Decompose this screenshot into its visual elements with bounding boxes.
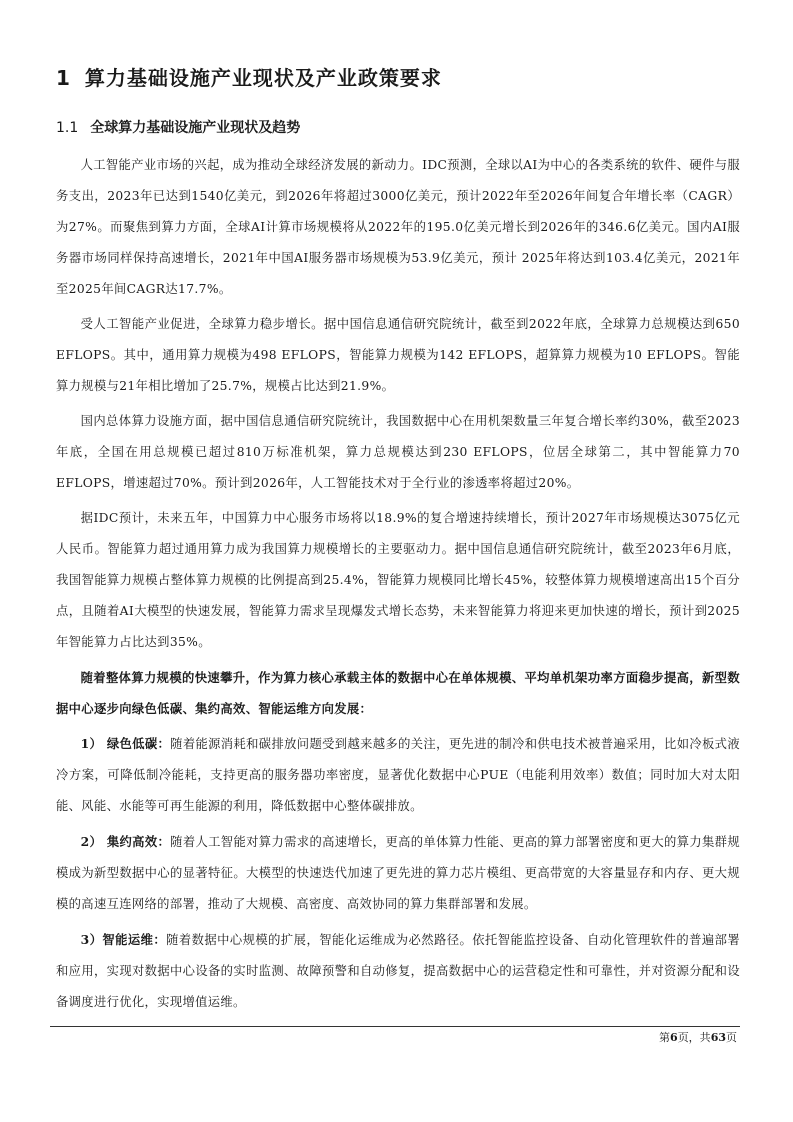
list-item-efficient-label: 2） 集约高效： [80,834,171,849]
list-item-green-label: 1） 绿色低碳： [80,736,171,751]
footer-suffix: 页 [726,1031,737,1044]
list-item-efficient [56,826,740,920]
list-item-efficient-text: 随着人工智能对算力需求的高速增长，更高的单体算力性能、更高的算力部署密度和更大的算力集群规模成为新型数据中心的显著特征。大模型的快速迭代加速了更先进的算力芯片模组、更高带宽的大容量显存和内存、更大规模的高速互连网络的部署，推动了大规模、高密度、高效协同的算力集群部署和发展。 [56,835,740,911]
page-footer [659,1029,737,1045]
footer-middle: 页，共 [677,1031,711,1044]
list-item-smart-ops-text: 随着数据中心规模的扩展，智能化运维成为必然路径。依托智能监控设备、自动化管理软件的普遍部署和应用，实现对数据中心设备的实时监测、故障预警和自动修复，提高数据中心的运营稳定性和可靠性，并对资源分配和设备调度进行优化，实现增值运维。 [56,933,740,1009]
chapter-number: 1 [56,66,71,90]
paragraph-trends-intro: 随着整体算力规模的快速攀升，作为算力核心承载主体的数据中心在单体规模、平均单机架功率方面稳步提高，新型数据中心逐步向绿色低碳、集约高效、智能运维方向发展： [56,670,740,716]
section-number: 1.1 [56,120,79,136]
paragraph-global-compute: 受人工智能产业促进，全球算力稳步增长。据中国信息通信研究院统计，截至到2022年底，全球算力总规模达到650 EFLOPS。其中，通用算力规模为498 EFLOPS，智能算力规模为142 EFLOPS，超算算力规模为10 EFLOPS。智能算力规模与21年相比增加了25.7%，规模占比达到21.9%。 [56,317,740,393]
section-body [56,150,740,1022]
section-title: 全球算力基础设施产业现状及趋势 [90,120,301,136]
footer-prefix: 第 [659,1031,671,1044]
section-heading [56,117,300,137]
list-item-smart-ops [56,924,740,1018]
footer-total-pages: 63 [710,1031,726,1044]
list-item-smart-ops-label: 3）智能运维： [80,932,167,947]
list-item-green [56,728,740,822]
paragraph-domestic-compute: 国内总体算力设施方面，据中国信息通信研究院统计，我国数据中心在用机架数量三年复合增长率约30%，截至2023年底，全国在用总规模已超过810万标准机架，算力总规模达到230 EFLOPS，位居全球第二，其中智能算力70 EFLOPS，增速超过70%。预计到2026年，人工智能技术对于全行业的渗透率将超过20%。 [56,414,740,490]
chapter-title: 算力基础设施产业现状及产业政策要求 [84,66,442,90]
paragraph-ai-market: 人工智能产业市场的兴起，成为推动全球经济发展的新动力。IDC预测，全球以AI为中心的各类系统的软件、硬件与服务支出，2023年已达到1540亿美元，到2026年将超过3000亿美元，预计2022年至2026年间复合年增长率（CAGR）为27%。而聚焦到算力方面，全球AI计算市场规模将从2022年的195.0亿美元增长到2026年的346.6亿美元。国内AI服务器市场同样保持高速增长，2021年中国AI服务器市场规模为53.9亿美元，预计 2025年将达到103.4亿美元，2021年至2025年间CAGR达17.7%。 [56,158,740,296]
footer-divider [50,1026,740,1027]
paragraph-idc-forecast: 据IDC预计，未来五年，中国算力中心服务市场将以18.9%的复合增速持续增长，预计2027年市场规模达3075亿元人民币。智能算力超过通用算力成为我国算力规模增长的主要驱动力。据中国信息通信研究院统计，截至2023年6月底，我国智能算力规模占整体算力规模的比例提高到25.4%，智能算力规模同比增长45%，较整体算力规模增速高出15个百分点，且随着AI大模型的快速发展，智能算力需求呈现爆发式增长态势，未来智能算力将迎来更加快速的增长，预计到2025年智能算力占比达到35%。 [56,511,740,649]
footer-current-page: 6 [670,1031,678,1044]
chapter-heading [56,62,442,91]
list-item-green-text: 随着能源消耗和碳排放问题受到越来越多的关注，更先进的制冷和供电技术被普遍采用，比如冷板式液冷方案，可降低制冷能耗，支持更高的服务器功率密度，显著优化数据中心PUE（电能利用效率）数值；同时加大对太阳能、风能、水能等可再生能源的利用，降低数据中心整体碳排放。 [56,737,740,813]
